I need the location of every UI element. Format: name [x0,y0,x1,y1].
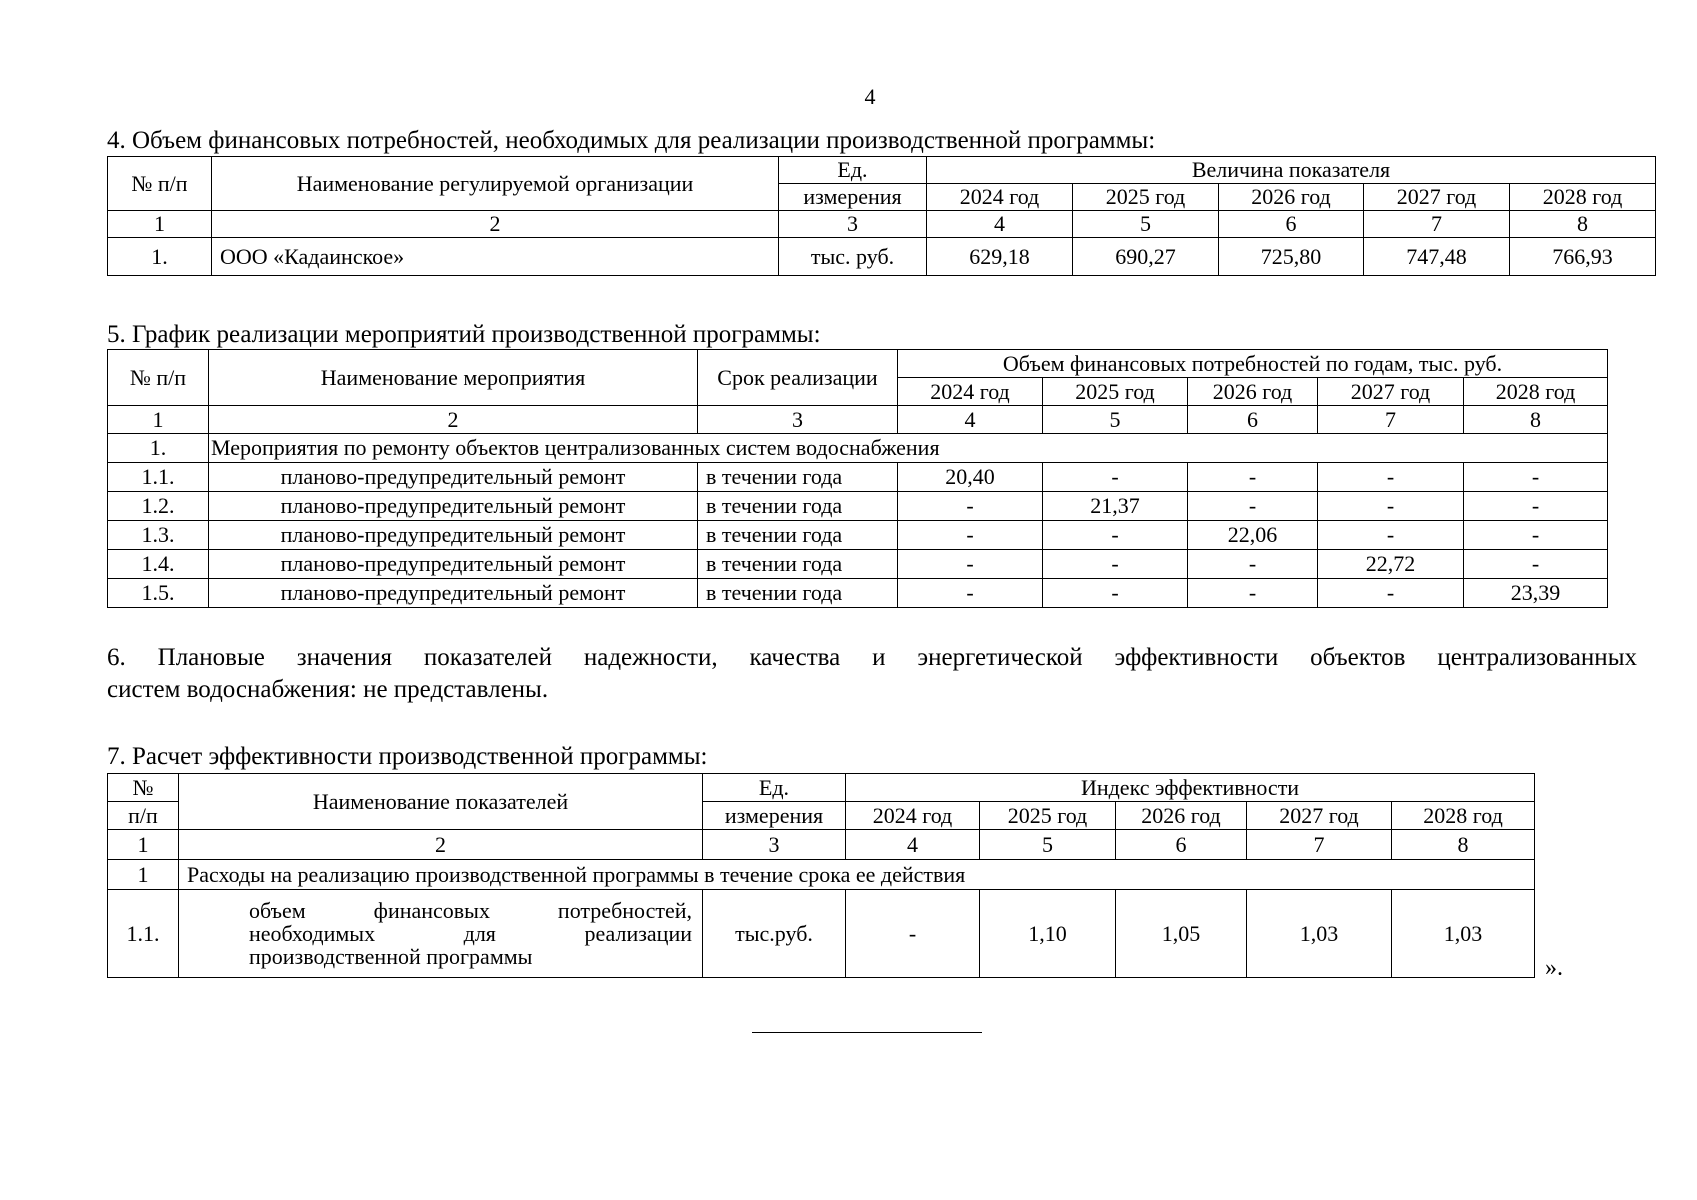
row-value: - [898,492,1043,521]
s5-year: 2025 год [1043,378,1188,406]
activity-term: в течении года [698,463,898,492]
group-num: 1. [108,434,209,463]
activity-term: в течении года [698,492,898,521]
s5-year: 2024 год [898,378,1043,406]
col-number: 7 [1318,406,1464,434]
activity-name: планово-предупредительный ремонт [209,521,698,550]
table-row [108,463,1608,492]
group-row [108,860,1535,890]
col-number: 5 [1073,211,1219,238]
row-num: 1.5. [108,579,209,608]
row-value: 22,06 [1188,521,1318,550]
table-row [108,492,1608,521]
row-value: - [846,890,980,978]
s4-header-value-group: Величина показателя [927,157,1656,184]
page-number: 4 [864,84,876,109]
section5-table [107,349,1608,608]
row-value: - [1188,579,1318,608]
row-value: 747,48 [1364,238,1510,276]
col-number: 1 [108,211,212,238]
row-value: - [1318,463,1464,492]
section7-title: 7. Расчет эффективности производственной программы: [107,743,708,770]
col-number: 2 [209,406,698,434]
s7-header-name: Наименование показателей [179,774,703,830]
s7-year: 2027 год [1247,802,1392,830]
row-value: 766,93 [1510,238,1656,276]
row-value: - [1318,521,1464,550]
section5-title: 5. График реализации мероприятий производственной программы: [107,321,821,348]
s4-year: 2026 год [1219,184,1364,211]
section6-paragraph [107,642,1637,706]
col-number: 4 [927,211,1073,238]
row-value: - [1043,550,1188,579]
closing-quote-mark: ». [1545,955,1563,981]
table-row [108,890,1535,978]
s7-col-number-row [108,830,1535,860]
row-value: - [1043,521,1188,550]
section7-table [107,773,1535,978]
col-number: 1 [108,406,209,434]
s4-year: 2027 год [1364,184,1510,211]
row-value: - [1188,463,1318,492]
s5-year: 2027 год [1318,378,1464,406]
row-num: 1.3. [108,521,209,550]
activity-term: в течении года [698,550,898,579]
s7-header-unit-l1: Ед. [703,774,846,802]
indicator-name-line3: производственной программы [249,944,533,970]
s4-header-name: Наименование регулируемой организации [212,157,779,211]
col-number: 5 [1043,406,1188,434]
section6-line2: систем водоснабжения: не представлены. [107,676,549,703]
row-unit: тыс. руб. [779,238,927,276]
row-num: 1.1. [108,890,179,978]
s5-year: 2026 год [1188,378,1318,406]
s7-header-unit-l2: измерения [703,802,846,830]
row-value: 1,03 [1247,890,1392,978]
activity-name: планово-предупредительный ремонт [209,550,698,579]
row-value: 1,05 [1116,890,1247,978]
row-value: - [1188,492,1318,521]
s5-header-value-group: Объем финансовых потребностей по годам, тыс. руб. [898,350,1608,378]
row-value: - [1464,463,1608,492]
s7-header-value-group: Индекс эффективности [846,774,1535,802]
s5-header-name: Наименование мероприятия [209,350,698,406]
row-value: - [1043,579,1188,608]
table-row [108,579,1608,608]
row-value: 1,03 [1392,890,1535,978]
row-num: 1.1. [108,463,209,492]
row-value: 1,10 [980,890,1116,978]
col-number: 6 [1219,211,1364,238]
table-row [108,238,1656,276]
col-number: 5 [980,830,1116,860]
row-value: 629,18 [927,238,1073,276]
row-value: - [1464,521,1608,550]
s4-header-unit-l2: измерения [779,184,927,211]
col-number: 6 [1116,830,1247,860]
row-num: 1.2. [108,492,209,521]
col-number: 6 [1188,406,1318,434]
s5-header-num: № п/п [108,350,209,406]
activity-name: планово-предупредительный ремонт [209,579,698,608]
s4-header-unit-l1: Ед. [779,157,927,184]
col-number: 3 [779,211,927,238]
row-value: - [1188,550,1318,579]
col-number: 1 [108,830,179,860]
row-value: - [898,521,1043,550]
row-value: - [1464,550,1608,579]
section4-table [107,156,1656,276]
row-value: - [1318,579,1464,608]
row-value: 22,72 [1318,550,1464,579]
section6-line1: 6. Плановые значения показателей надежности, качества и энергетической эффективности объектов централизованных [107,644,1637,671]
s7-year: 2025 год [980,802,1116,830]
row-num: 1.4. [108,550,209,579]
col-number: 7 [1364,211,1510,238]
row-value: 21,37 [1043,492,1188,521]
table-row [108,550,1608,579]
row-value: - [898,550,1043,579]
col-number: 8 [1510,211,1656,238]
s7-header-num-l1: № [108,774,179,802]
activity-term: в течении года [698,579,898,608]
section4-title: 4. Объем финансовых потребностей, необходимых для реализации производственной программы: [107,127,1156,154]
group-row [108,434,1608,463]
s7-year: 2024 год [846,802,980,830]
table-row [108,521,1608,550]
row-value: - [1043,463,1188,492]
indicator-name-line1: объем финансовых потребностей, [249,897,692,923]
s4-col-number-row [108,211,1656,238]
row-value: 20,40 [898,463,1043,492]
s5-col-number-row [108,406,1608,434]
col-number: 8 [1392,830,1535,860]
activity-name: планово-предупредительный ремонт [209,463,698,492]
col-number: 3 [698,406,898,434]
s5-year: 2028 год [1464,378,1608,406]
row-num: 1. [108,238,212,276]
s7-header-num-l2: п/п [108,802,179,830]
col-number: 4 [898,406,1043,434]
group-label: Расходы на реализацию производственной программы в течение срока ее действия [179,860,1535,890]
col-number: 7 [1247,830,1392,860]
s4-year: 2024 год [927,184,1073,211]
activity-term: в течении года [698,521,898,550]
indicator-name [179,890,703,978]
group-num: 1 [108,860,179,890]
bottom-divider [752,1032,982,1033]
s4-year: 2028 год [1510,184,1656,211]
col-number: 4 [846,830,980,860]
indicator-name-line2: необходимых для реализации [249,920,692,946]
col-number: 8 [1464,406,1608,434]
row-unit: тыс.руб. [703,890,846,978]
col-number: 3 [703,830,846,860]
col-number: 2 [212,211,779,238]
col-number: 2 [179,830,703,860]
organization-name: ООО «Кадаинское» [212,238,779,276]
row-value: - [898,579,1043,608]
s4-year: 2025 год [1073,184,1219,211]
row-value: 23,39 [1464,579,1608,608]
s5-header-term: Срок реализации [698,350,898,406]
s7-year: 2028 год [1392,802,1535,830]
activity-name: планово-предупредительный ремонт [209,492,698,521]
row-value: 725,80 [1219,238,1364,276]
row-value: - [1318,492,1464,521]
group-label: Мероприятия по ремонту объектов централизованных систем водоснабжения [209,434,1608,463]
row-value: 690,27 [1073,238,1219,276]
row-value: - [1464,492,1608,521]
s4-header-num: № п/п [108,157,212,211]
s7-year: 2026 год [1116,802,1247,830]
